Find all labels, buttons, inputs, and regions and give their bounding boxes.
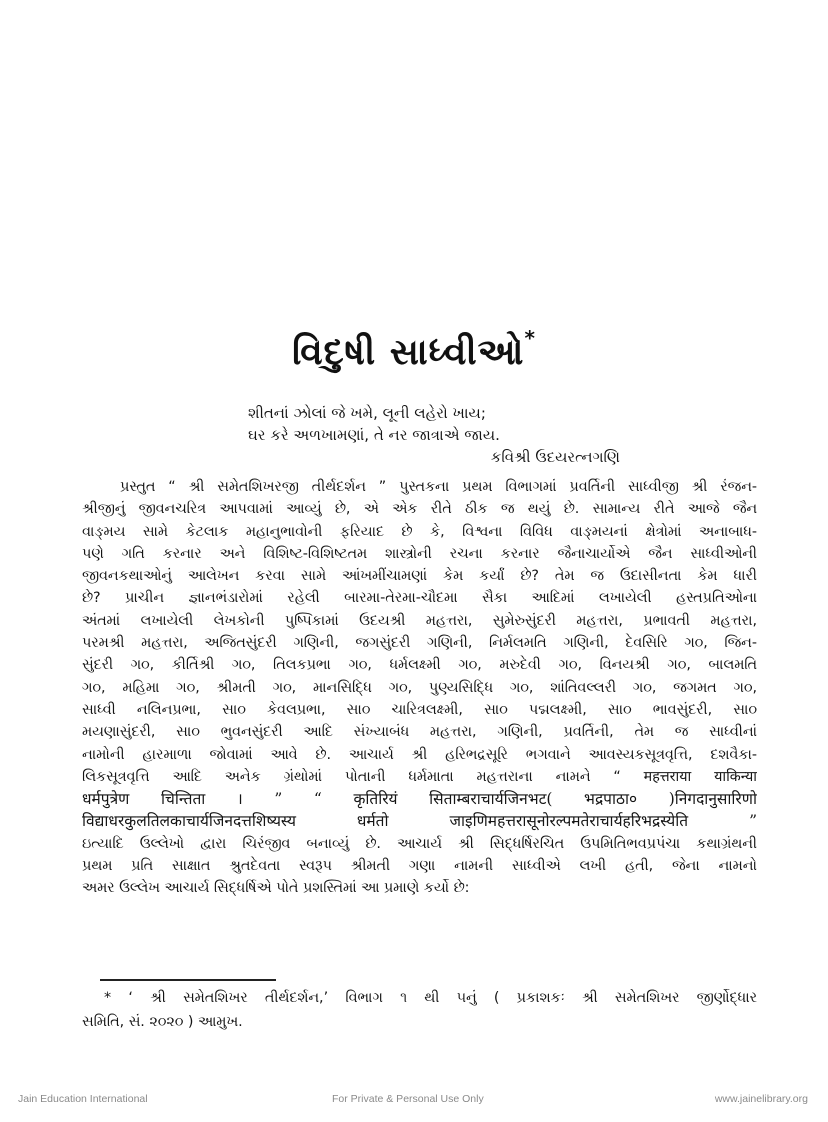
body-line: અંતમાં લખાયેલી લેખકોની પુષ્પિકામાં ઉદયશ્રી મહત્તરા, સુમેરુસુંદરી મહત્તરા, પ્રભાવતી મહત્તરા, — [82, 612, 757, 629]
body-line: સુંદરી ગ૦, કીર્તિશ્રી ગ૦, તિલકપ્રભા ગ૦, ધર્મલક્ષ્મી ગ૦, મરુદેવી ગ૦, વિનયશ્રી ગ૦, બાલમતિ — [82, 657, 757, 674]
body-line: ગ૦, મહિમા ગ૦, શ્રીમતી ગ૦, માનસિદ્ધિ ગ૦, પુણ્યસિદ્ધિ ગ૦, શાંતિવલ્લરી ગ૦, જગમત ગ૦, — [82, 679, 757, 696]
body-line: ઇત્યાદિ ઉલ્લેખો દ્વારા ચિરંજીવ બનાવ્યું છે. આચાર્ય શ્રી સિદ્ધર્ષિરચિત ઉપમિતિભવપ્રપંચા કથાગ્રંથની — [82, 835, 757, 852]
footnote-line: * ‘ શ્રી સમેતશિખર તીર્થદર્શન,’ વિભાગ ૧ થી ૫નું ( પ્રકાશકઃ શ્રી સમેતશિખર જીર્ણોદ્ધાર — [104, 990, 757, 1006]
footnote-divider — [100, 979, 276, 981]
page-title — [0, 326, 828, 374]
body-line: પ્રસ્તુત “ શ્રી સમેતશિખરજી તીર્થદર્શન ” પુસ્તકના પ્રથમ વિભાગમાં પ્રવર્તિની સાધ્વીજી શ્રી રંજન- — [120, 479, 757, 495]
body-line: છે? પ્રાચીન જ્ઞાનભંડારોમાં રહેલી બારમા-તેરમા-ચૌદમા સૈકા આદિમાં લખાયેલી હસ્તપ્રતિઓના — [82, 590, 757, 607]
body-line: સાધ્વી નલિનપ્રભા, સા૦ કેવલપ્રભા, સા૦ ચારિત્રલક્ષ્મી, સા૦ પદ્મલક્ષ્મી, સા૦ ભાવસુંદરી, સા૦ — [82, 701, 757, 718]
footer-usage-note: For Private & Personal Use Only — [332, 1093, 484, 1105]
body-paragraph — [82, 476, 757, 900]
footnote-marker: * — [524, 326, 536, 350]
body-line: પરમશ્રી મહત્તરા, અજિતસુંદરી ગણિની, જગસુંદરી ગણિની, નિર્મલમતિ ગણિની, દેવસિરિ ગ૦, જિન- — [82, 635, 757, 652]
footer-website-link[interactable]: www.jainelibrary.org — [714, 1093, 808, 1105]
body-line: નામોની હારમાળા જોવામાં આવે છે. આચાર્ય શ્રી હરિભદ્રસૂરિ ભગવાને આવસ્યકસૂત્રવૃત્તિ, દશવૈકા- — [82, 746, 757, 763]
body-line: મયણાસુંદરી, સા૦ ભુવનસુંદરી આદિ સંખ્યાબંધ મહત્તરા, ગણિની, પ્રવર્તિની, તેમ જ સાધ્વીનાં — [82, 724, 757, 741]
body-line: અમર ઉલ્લેખ આચાર્ય સિદ્ધર્ષિએ પોતે પ્રશસ્તિમાં આ પ્રમાણે કર્યો છે: — [82, 880, 470, 897]
title-text: વિદુષી સાધ્વીઓ — [292, 332, 525, 373]
footer-publisher: Jain Education International — [18, 1093, 148, 1105]
verse-attribution: કવિશ્રી ઉદયરત્નગણિ — [490, 448, 620, 466]
sanskrit-quote-line: धर्मपुत्रेण चिन्तिता । ” “ कृतिरियं सिताम्बराचार्यजिनभट( भद्रपाठा० )निगदानुसारिणो — [82, 790, 757, 809]
body-line: પ્રથમ પ્રતિ સાક્ષાત શ્રુતદેવતા સ્વરૂપ શ્રીમતી ગણા નામની સાધ્વીએ લખી હતી, જેના નામનો — [82, 858, 757, 875]
body-line: વાઙ્મય સામે કેટલાક મહાનુભાવોની ફરિયાદ છે કે, વિશ્વના વિવિધ વાઙ્મયનાં ક્ષેત્રોમાં અનાબાધ- — [82, 523, 757, 540]
verse-line: શીતનાં ઝોલાં જે ખમે, લૂની લહેરો ખાય; — [248, 404, 486, 422]
body-line: જીવનકથાઓનું આલેખન કરવા સામે આંખમીંચામણાં કેમ કર્યાં છે? તેમ જ ઉદાસીનતા કેમ ધારી — [82, 568, 757, 585]
sanskrit-quote-line: विद्याधरकुलतिलकाचार्यजिनदत्तशिष्यस्य धर्मतो जाइणिमहत्तरासूनोरल्पमतेराचार्यहरिभद्रस्येति ” — [82, 812, 757, 831]
epigraph-verse — [248, 402, 500, 446]
body-line: લિકસૂત્રવૃત્તિ આદિ અનેક ગ્રંથોમાં પોતાની ધર્મમાતા મહત્તરાના નામને “ महत्तराया याकिन्या — [82, 768, 757, 785]
verse-line: ઘર કરે અળખામણાં, તે નર જાત્રાએ જાય. — [248, 426, 500, 444]
footnote-line: સમિતિ, સં. ૨૦૨૦ ) આમુખ. — [82, 1014, 243, 1030]
body-line: શ્રીજીનું જીવનચરિત્ર આપવામાં આવ્યું છે, એ એક રીતે ઠીક જ થયું છે. સામાન્ય રીતે આજે જૈન — [82, 501, 757, 518]
footnote — [82, 986, 757, 1034]
body-line: પણે ગતિ કરનાર અને વિશિષ્ટ-વિશિષ્ટતમ શાસ્ત્રોની રચના કરનાર જૈનાચાર્યોએ જૈન સાધ્વીઓની — [82, 545, 757, 562]
